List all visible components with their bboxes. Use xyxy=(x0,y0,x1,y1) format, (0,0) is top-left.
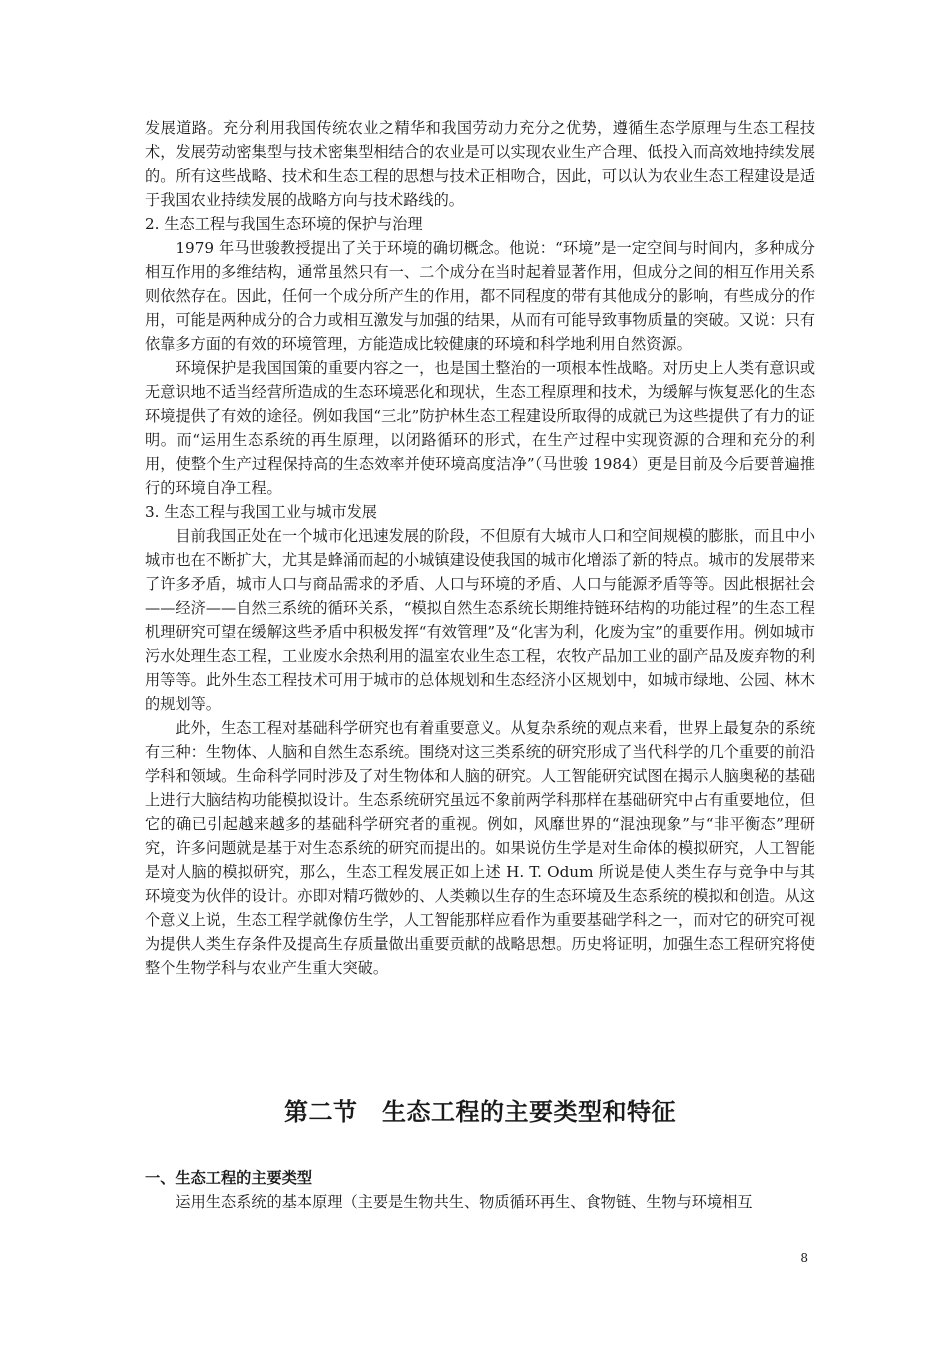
subheading-3: 3. 生态工程与我国工业与城市发展 xyxy=(145,503,377,521)
sub-title: 一、生态工程的主要类型 xyxy=(145,1169,313,1187)
paragraph-environment-protection: 环境保护是我国国策的重要内容之一，也是国土整治的一项根本性战略。对历史上人类有意识或无意识地不适当经营所造成的生态环境恶化和现状，生态工程原理和技术，为缓解与恢复恶化的生态环境提供了有效的途径。例如我国“三北”防护林生态工程建设所取得的成就已为这些提供了有力的证明。而“运用生态系统的再生原理，以闭路循环的形式，在生产过程中实现资源的合理和充分的利用，使整个生产过程保持高的生态效率并使环境高度洁净”（马世骏 1984）更是目前及今后要普遍推行的环境自净工程。 xyxy=(145,359,815,497)
subheading-2: 2. 生态工程与我国生态环境的保护与治理 xyxy=(145,215,423,233)
section-title: 第二节 生态工程的主要类型和特征 xyxy=(284,1097,676,1126)
page-number: 8 xyxy=(800,1251,808,1265)
body-text xyxy=(145,116,815,980)
paragraph-urbanization: 目前我国正处在一个城市化迅速发展的阶段，不但原有大城市人口和空间规模的膨胀，而且中小城市也在不断扩大，尤其是蜂涌而起的小城镇建设使我国的城市化增添了新的特点。城市的发展带来了许多矛盾，城市人口与商品需求的矛盾、人口与环境的矛盾、人口与能源矛盾等等。因此根据社会——经济——自然三系统的循环关系，“模拟自然生态系统长期维持链环结构的功能过程”的生态工程机理研究可望在缓解这些矛盾中积极发挥“有效管理”及“化害为利，化废为宝”的重要作用。例如城市污水处理生态工程，工业废水余热利用的温室农业生态工程，农牧产品加工业的副产品及废弃物的利用等等。此外生态工程技术可用于城市的总体规划和生态经济小区规划中，如城市绿地、公园、林木的规划等。 xyxy=(145,527,815,713)
paragraph-main-types: 运用生态系统的基本原理（主要是生物共生、物质循环再生、食物链、生物与环境相互 xyxy=(175,1193,753,1211)
paragraph-basic-science: 此外，生态工程对基础科学研究也有着重要意义。从复杂系统的观点来看，世界上最复杂的系统有三种：生物体、人脑和自然生态系统。围绕对这三类系统的研究形成了当代科学的几个重要的前沿学科和领域。生命科学同时涉及了对生物体和人脑的研究。人工智能研究试图在揭示人脑奥秘的基础上进行大脑结构功能模拟设计。生态系统研究虽远不象前两学科那样在基础研究中占有重要地位，但它的确已引起越来越多的基础科学研究者的重视。例如，风靡世界的“混浊现象”与“非平衡态”理研究，许多问题就是基于对生态系统的研究而提出的。如果说仿生学是对生命体的模拟研究，人工智能是对人脑的模拟研究，那么，生态工程发展正如上述 H. T. Odum 所说是使人类生存与竞争中与其环境变为伙伴的设计。亦即对精巧微妙的、人类赖以生存的生态环境及生态系统的模拟和创造。从这个意义上说，生态工程学就像仿生学，人工智能那样应看作为重要基础学科之一，而对它的研究可视为提供人类生存条件及提高生存质量做出重要贡献的战略思想。历史将证明，加强生态工程研究将使整个生物学科与农业产生重大突破。 xyxy=(145,719,815,977)
paragraph-continued: 发展道路。充分利用我国传统农业之精华和我国劳动力充分之优势，遵循生态学原理与生态工程技术，发展劳动密集型与技术密集型相结合的农业是可以实现农业生产合理、低投入而高效地持续发展的。所有这些战略、技术和生态工程的思想与技术正相吻合，因此，可以认为农业生态工程建设是适于我国农业持续发展的战略方向与技术路线的。 xyxy=(145,119,815,209)
paragraph-environment-concept: 1979 年马世骏教授提出了关于环境的确切概念。他说：“环境”是一定空间与时间内，多种成分相互作用的多维结构，通常虽然只有一、二个成分在当时起着显著作用，但成分之间的相互作用关系则依然存在。因此，任何一个成分所产生的作用，都不同程度的带有其他成分的影响，有些成分的作用，可能是两种成分的合力或相互激发与加强的结果，从而有可能导致事物质量的突破。又说：只有依靠多方面的有效的环境管理，方能造成比较健康的环境和科学地利用自然资源。 xyxy=(145,239,815,353)
